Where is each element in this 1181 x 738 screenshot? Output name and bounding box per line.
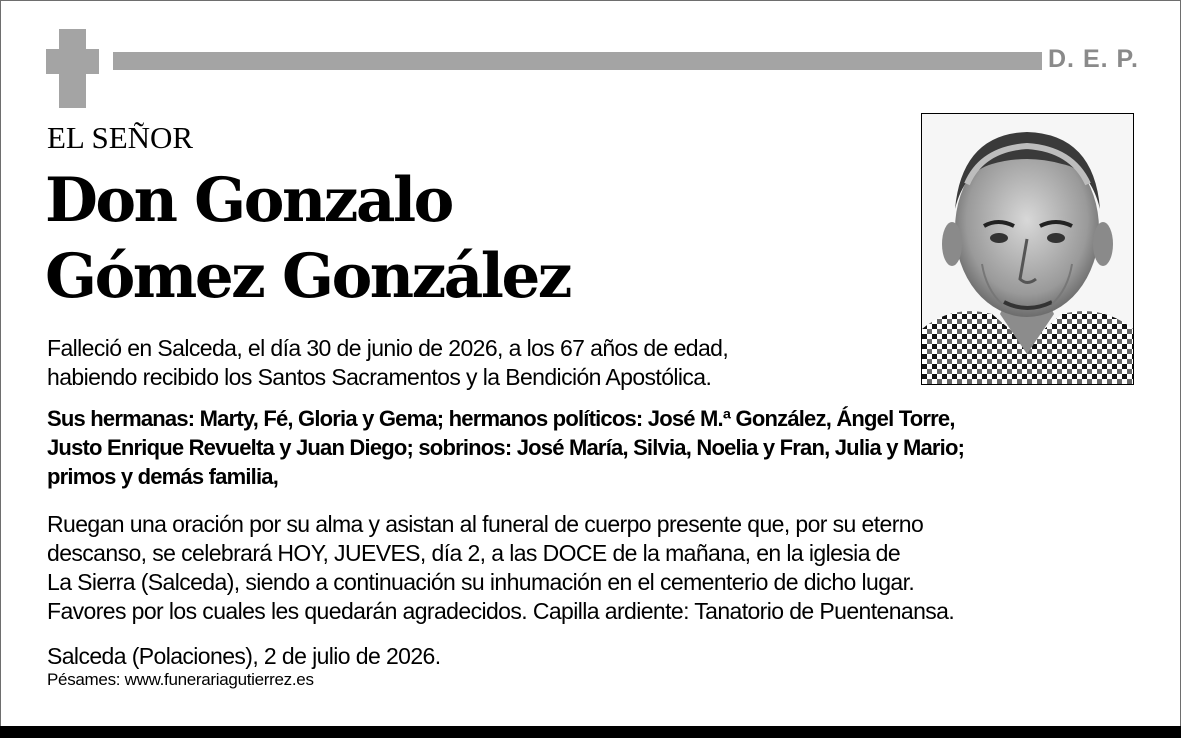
cross-icon-bar bbox=[46, 49, 99, 74]
death-notice-line: Falleció en Salceda, el día 30 de junio de 2026, a los 67 años de edad, bbox=[47, 335, 729, 361]
family-line: primos y demás familia, bbox=[47, 464, 279, 489]
honorific-prefix: EL SEÑOR bbox=[47, 120, 194, 155]
header-rule bbox=[113, 52, 1042, 70]
deceased-name-line2: Gómez González bbox=[45, 241, 570, 312]
funeral-paragraph bbox=[47, 510, 1147, 626]
place-date: Salceda (Polaciones), 2 de julio de 2026. bbox=[47, 643, 441, 669]
family-paragraph bbox=[47, 404, 1167, 491]
bottom-border bbox=[0, 726, 1181, 738]
funeral-line: Ruegan una oración por su alma y asistan al funeral de cuerpo presente que, por su eterno bbox=[47, 511, 924, 537]
family-line: Justo Enrique Revuelta y Juan Diego; sobrinos: José María, Silvia, Noelia y Fran, Julia y Mario; bbox=[47, 435, 965, 460]
deceased-portrait-photo bbox=[921, 113, 1134, 385]
funeral-line: La Sierra (Salceda), siendo a continuación su inhumación en el cementerio de dicho lugar. bbox=[47, 569, 915, 595]
family-line: Sus hermanas: Marty, Fé, Gloria y Gema; hermanos políticos: José M.ª González, Ángel Torre, bbox=[47, 406, 955, 431]
funeral-line: Favores por los cuales les quedarán agradecidos. Capilla ardiente: Tanatorio de Puentenansa. bbox=[47, 598, 955, 624]
death-notice-line: habiendo recibido los Santos Sacramentos y la Bendición Apostólica. bbox=[47, 364, 712, 390]
condolences-link[interactable]: Pésames: www.funerariagutierrez.es bbox=[47, 670, 314, 689]
deceased-name-line1: Don Gonzalo bbox=[45, 165, 452, 236]
death-notice-paragraph bbox=[47, 334, 907, 392]
funeral-line: descanso, se celebrará HOY, JUEVES, día 2, a las DOCE de la mañana, en la iglesia de bbox=[47, 540, 901, 566]
dep-label: D. E. P. bbox=[1048, 45, 1139, 73]
